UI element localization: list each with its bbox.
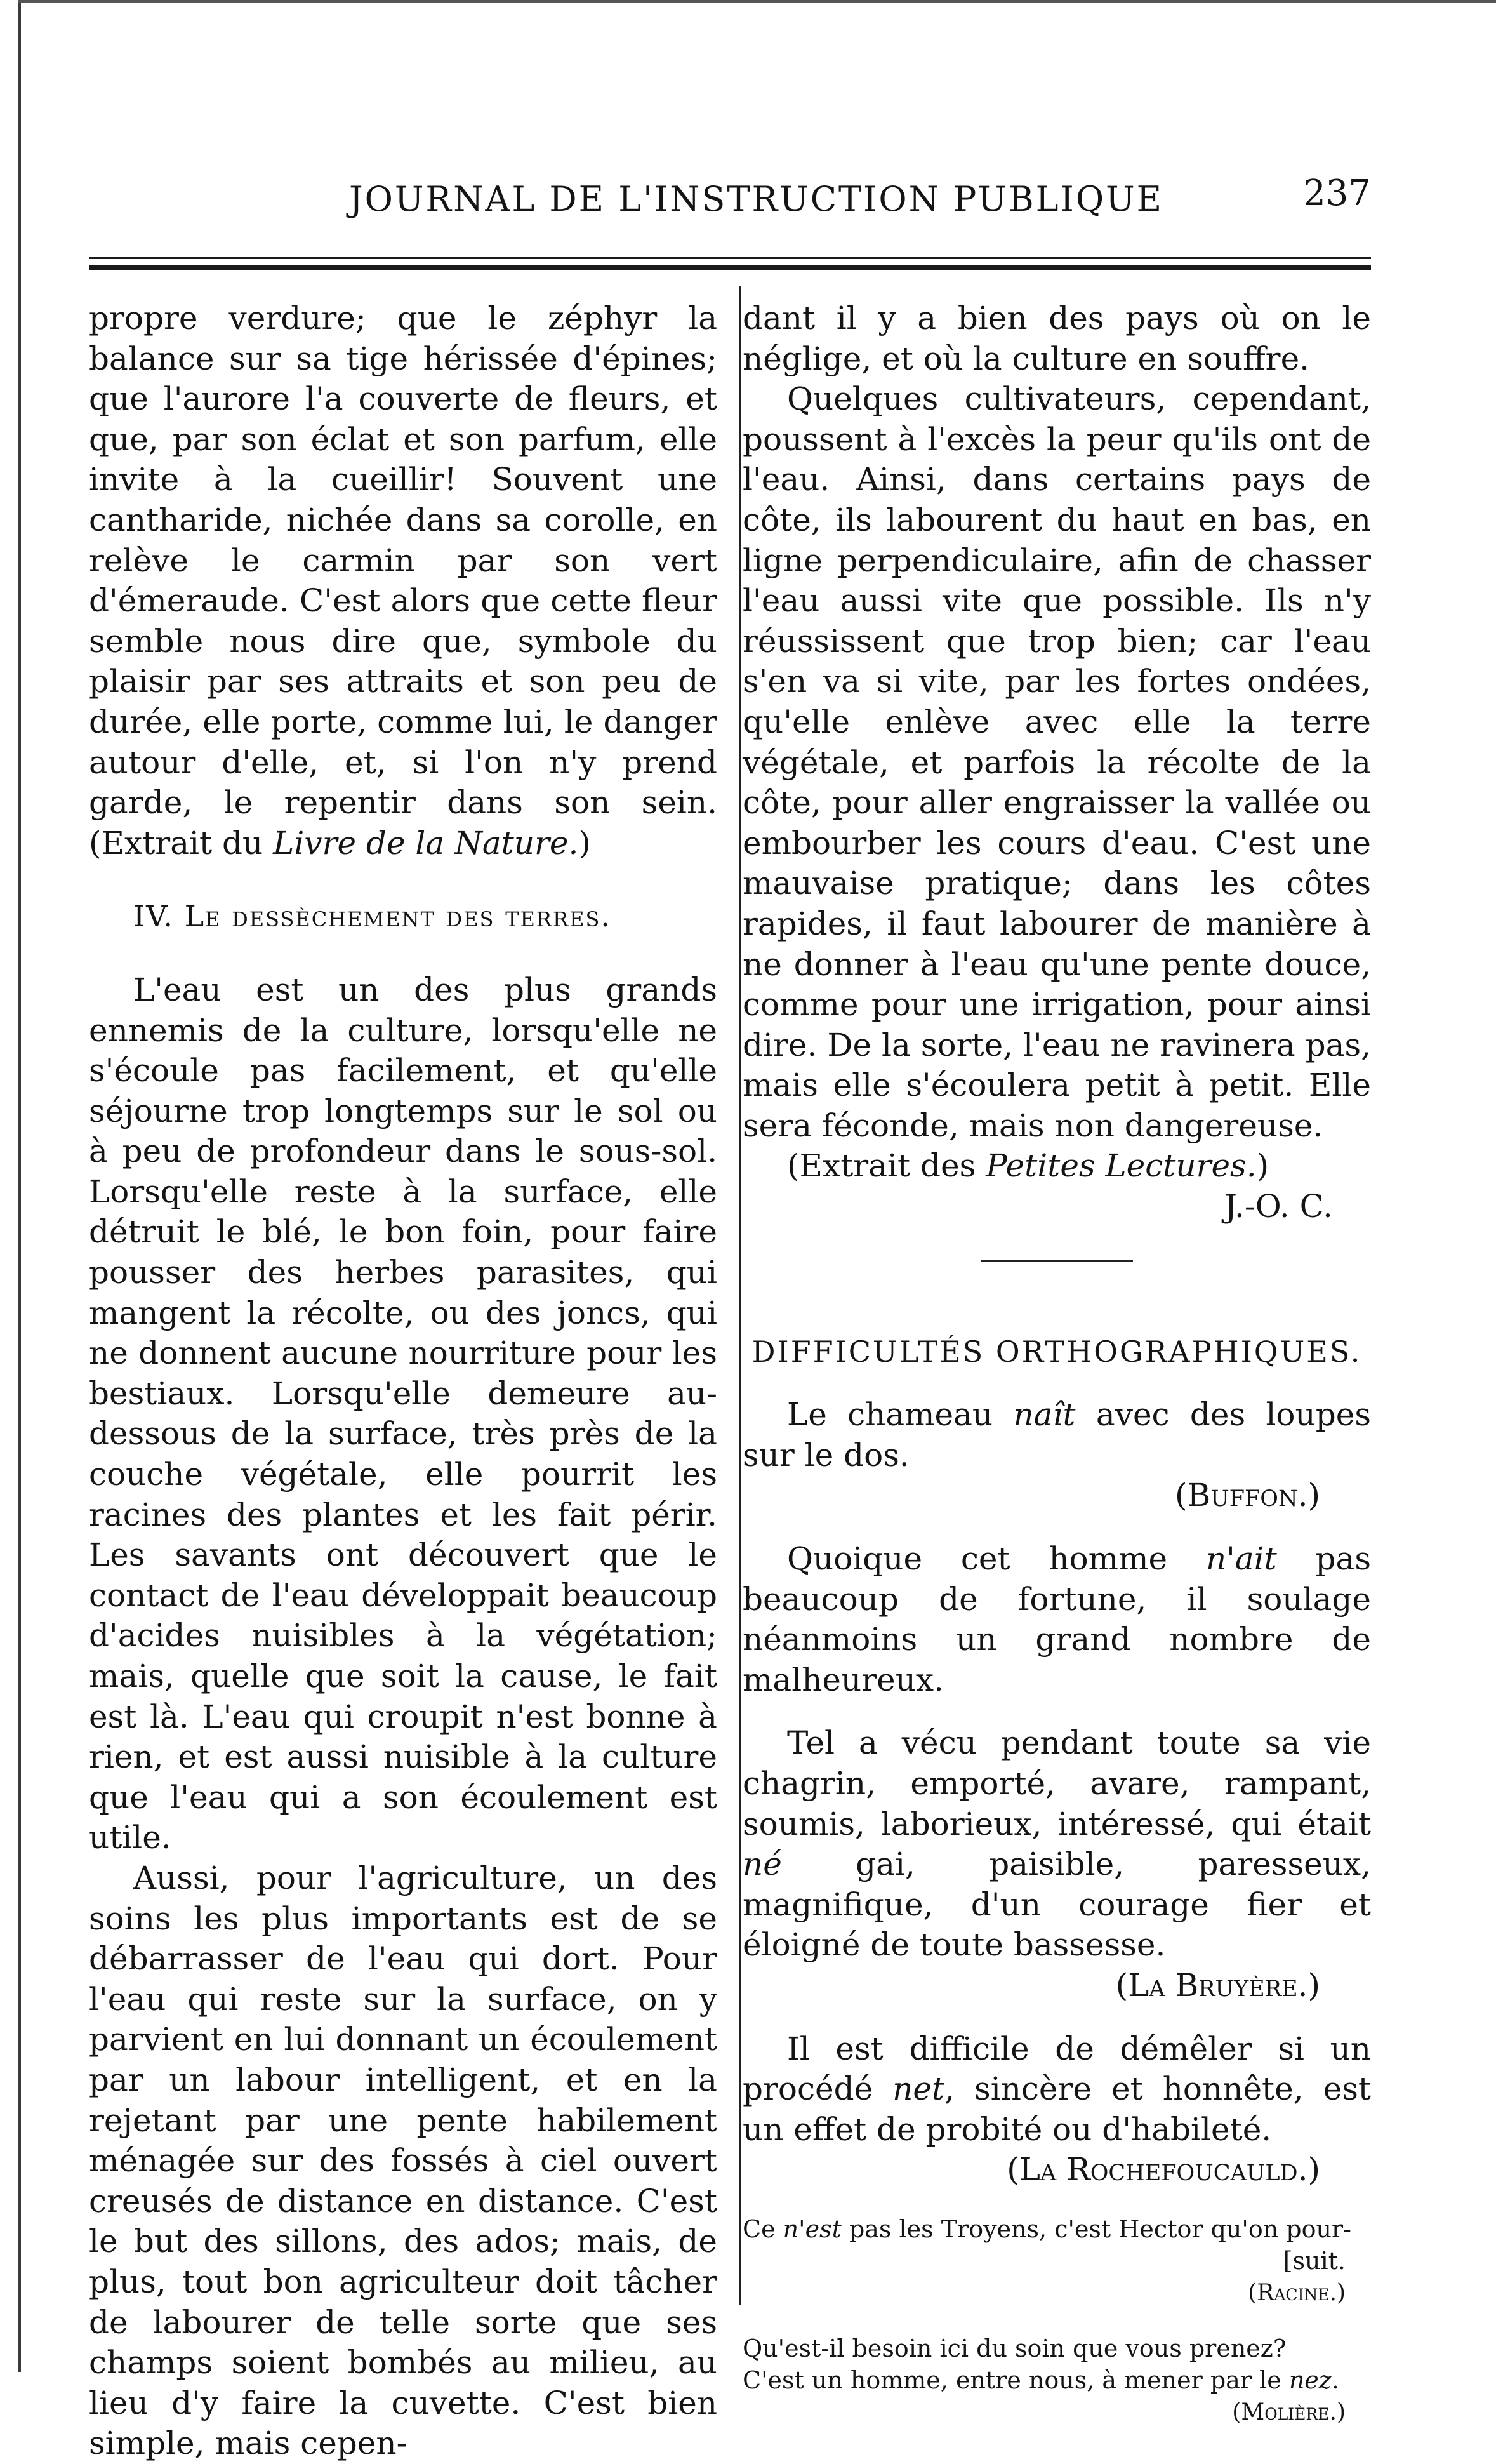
paragraph-agriculture: Aussi, pour l'agriculture, un des soins les plus importants est de se débarrasser de l'eau qui dort. Pour l'eau qui reste sur la surface, on y parvient en lui donnant un écoulement par un labour intelligent, et en la rejetant par une pente habilement ménagée sur des fossés à ciel ouvert creusés de distance en distance. C'est le but des sillons, des ados; mais, de plus, tout bon agriculteur doit tâcher de labourer de telle sorte que ses champs soient bombés au milieu, au lieu d'y faire la cuvette. C'est bien simple, mais cepen- bbox=[89, 1859, 717, 2462]
example-text: Ce bbox=[743, 2214, 776, 2243]
section-heading bbox=[133, 896, 717, 937]
extract-prefix: (Extrait des bbox=[787, 1147, 976, 1185]
example-text: Tel a vécu pendant toute sa vie chagrin, emporté, avare, rampant, soumis, laborieux, intéressé, qui était bbox=[743, 1724, 1371, 1842]
example-text: Le chameau bbox=[787, 1396, 993, 1434]
example-5 bbox=[743, 2213, 1371, 2245]
extract-citation bbox=[743, 1146, 1371, 1187]
example-6-line-2 bbox=[743, 2364, 1371, 2396]
example-word: net bbox=[892, 2070, 945, 2108]
paragraph-continued: dant il y a bien des pays où on le néglige, et où la culture en souffre. bbox=[743, 300, 1371, 377]
example-4 bbox=[743, 2029, 1371, 2150]
extract-source: Petites Lectures. bbox=[986, 1147, 1257, 1185]
example-5-continuation: [suit. bbox=[1283, 2246, 1346, 2275]
header-rule-thick bbox=[89, 265, 1371, 270]
example-word: n'ait bbox=[1205, 1540, 1277, 1578]
example-word: né bbox=[743, 1846, 782, 1883]
paren-close: ) bbox=[1256, 1147, 1269, 1185]
paren-close: ) bbox=[578, 824, 591, 862]
running-head bbox=[89, 173, 1371, 236]
example-3-author: (La Bruyère.) bbox=[1115, 1966, 1320, 2004]
source-title: Livre de la Nature. bbox=[273, 824, 579, 862]
example-word: n'est bbox=[783, 2214, 842, 2243]
paragraph-text: propre verdure; que le zéphyr la balance sur sa tige hérissée d'épines; que l'aurore l'a couverte de fleurs, et que, par son éclat et son parfum, elle invite à la cueillir! Souvent une cantharide, nichée dans sa corolle, en relève le carmin par son vert d'émeraude. C'est alors que cette fleur semble nous dire que, symbole du plaisir par ses attraits et son peu de durée, elle porte, comme lui, le danger autour d'elle, et, si l'on n'y prend garde, le repentir dans son sein. (Extrait du bbox=[89, 300, 717, 862]
example-text: . bbox=[1331, 2366, 1339, 2394]
subheading-difficulties: DIFFICULTÉS ORTHOGRAPHIQUES. bbox=[751, 1334, 1362, 1369]
right-column bbox=[743, 298, 1371, 2429]
page-number: 237 bbox=[1303, 173, 1371, 214]
example-text: Il est difficile de démêler si un procédé bbox=[743, 2030, 1371, 2108]
paragraph-rose bbox=[89, 298, 717, 863]
running-title: JOURNAL DE L'INSTRUCTION PUBLIQUE bbox=[349, 179, 1164, 219]
section-title: Le dessèchement des terres. bbox=[184, 899, 611, 934]
example-text: pas beaucoup de fortune, il soulage néanmoins un grand nombre de malheureux. bbox=[743, 1540, 1371, 1698]
example-1 bbox=[743, 1395, 1371, 1475]
example-word: nez bbox=[1288, 2366, 1332, 2394]
example-text: Quoique cet homme bbox=[787, 1540, 1168, 1578]
example-6-line-1: Qu'est-il besoin ici du soin que vous prenez? bbox=[743, 2334, 1287, 2362]
section-separator bbox=[981, 1260, 1133, 1262]
example-text: pas les Troyens, c'est Hector qu'on pour- bbox=[849, 2214, 1351, 2243]
paragraph-cultivators: Quelques cultivateurs, cependant, poussent à l'excès la peur qu'ils ont de l'eau. Ainsi, dans certains pays de côte, ils labourent du haut en bas, en ligne perpendiculaire, afin de chasser l'eau aussi vite que possible. Ils n'y réussissent que trop bien; car l'eau s'en va si vite, par les fortes ondées, qu'elle enlève avec elle la terre végétale, et parfois la récolte de la côte, pour aller engraisser la vallée ou embourber les cours d'eau. C'est une mauvaise pratique; dans les côtes rapides, il faut labourer de manière à ne donner à l'eau qu'une pente douce, comme pour une irrigation, pour ainsi dire. De la sorte, l'eau ne ravinera pas, mais elle s'écoulera petit à petit. Elle sera féconde, mais non dangereuse. bbox=[743, 380, 1371, 1144]
header-rule-thin bbox=[89, 257, 1371, 259]
section-number: IV. bbox=[133, 899, 174, 934]
example-text: avec des loupes sur le dos. bbox=[743, 1396, 1371, 1474]
example-5-author: (Racine.) bbox=[1248, 2279, 1346, 2306]
example-2 bbox=[743, 1539, 1371, 1700]
example-text: gai, paisible, paresseux, magnifique, d'un courage fier et éloigné de toute bassesse. bbox=[743, 1846, 1371, 1964]
column-divider bbox=[739, 286, 741, 2305]
example-word: naît bbox=[1013, 1396, 1076, 1434]
left-column bbox=[89, 298, 717, 2464]
paragraph-water: L'eau est un des plus grands ennemis de la culture, lorsqu'elle ne s'écoule pas facilement, et qu'elle séjourne trop longtemps sur le sol ou à peu de profondeur dans le sous-sol. Lorsqu'elle reste à la surface, elle détruit le blé, le bon foin, pour faire pousser des herbes parasites, qui mangent la récolte, ou des joncs, qui ne donnent aucune nourriture pour les bestiaux. Lorsqu'elle demeure au-dessous de la surface, très près de la couche végétale, elle pourrit les racines des plantes et les fait périr. Les savants ont découvert que le contact de l'eau développait beaucoup d'acides nuisibles à la végétation; mais, quelle que soit la cause, le fait est là. L'eau qui croupit n'est bonne à rien, et est aussi nuisible à la culture que l'eau qui a son écoulement est utile. bbox=[89, 971, 717, 1856]
scan-edge-left bbox=[18, 0, 21, 2372]
example-text: C'est un homme, entre nous, à mener par le bbox=[743, 2366, 1281, 2394]
signature: J.-O. C. bbox=[1224, 1188, 1333, 1225]
example-text: , sincère et honnête, est un effet de probité ou d'habileté. bbox=[743, 2070, 1371, 2148]
example-6-author: (Molière.) bbox=[1232, 2399, 1346, 2425]
example-1-author: (Buffon.) bbox=[1174, 1477, 1320, 1514]
example-3 bbox=[743, 1723, 1371, 1966]
scan-edge-top bbox=[18, 0, 1496, 3]
example-4-author: (La Rochefoucauld.) bbox=[1007, 2151, 1320, 2188]
